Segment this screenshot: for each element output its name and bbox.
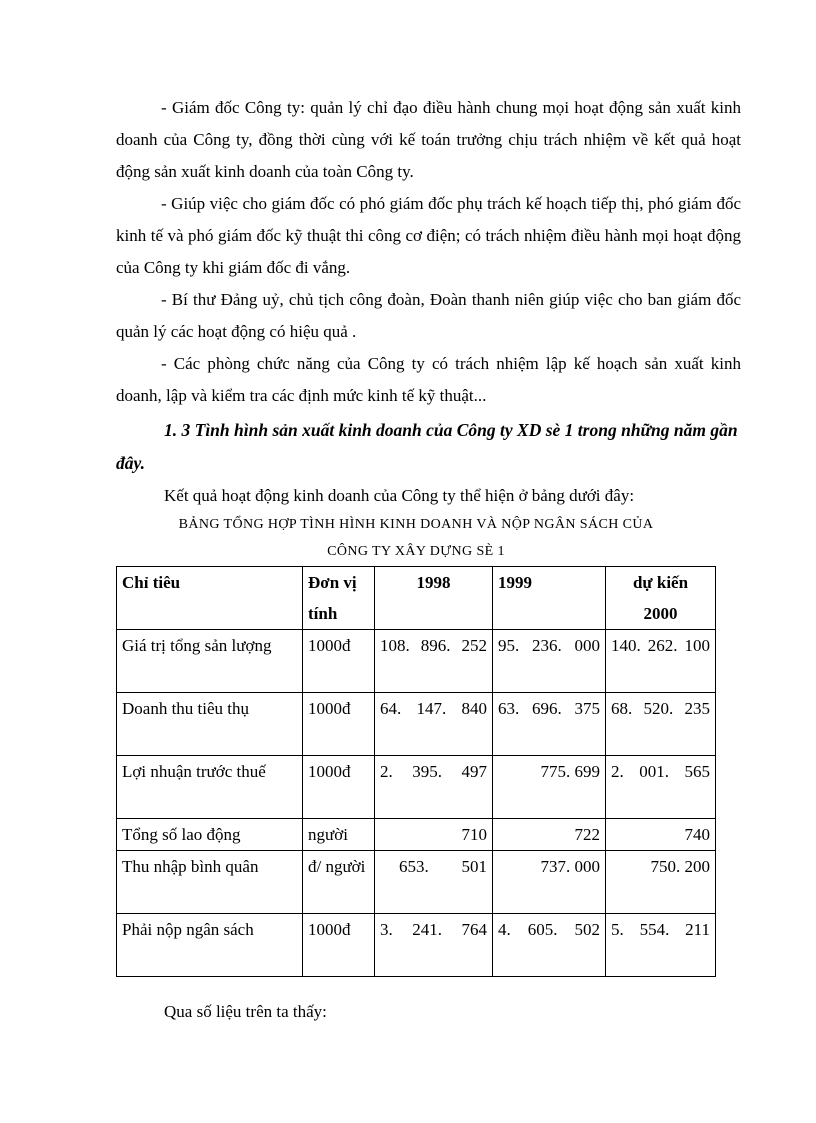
closing-sentence: Qua số liệu trên ta thấy: xyxy=(164,1002,327,1021)
header-unit-line1: Đơn vị xyxy=(308,573,357,592)
paragraph-party-union: - Bí thư Đảng uỷ, chủ tịch công đoàn, Đoàn thanh niên giúp việc cho ban giám đốc quản lý các hoạt động có hiệu quả . xyxy=(116,290,741,341)
paragraph-functional-departments: - Các phòng chức năng của Công ty có trách nhiệm lập kế hoạch sản xuất kinh doanh, lập và kiểm tra các định mức kinh tế kỹ thuật... xyxy=(116,354,741,405)
header-indicator: Chỉ tiêu xyxy=(117,567,303,630)
row-value-1999: 4. 605. 502 xyxy=(493,914,606,977)
row-value-1999: 775. 699 xyxy=(493,756,606,819)
paragraph-deputy-directors: - Giúp việc cho giám đốc có phó giám đốc phụ trách kế hoạch tiếp thị, phó giám đốc kinh tế và phó giám đốc kỹ thuật thi công cơ điện; có trách nhiệm điều hành mọi hoạt động của Công ty khi giám đốc đi vắng. xyxy=(116,194,741,277)
row-unit: người xyxy=(303,819,375,851)
row-value-2000: 68. 520. 235 xyxy=(606,693,716,756)
row-value-1998: 2. 395. 497 xyxy=(375,756,493,819)
row-value-1999: 737. 000 xyxy=(493,851,606,914)
table-row xyxy=(117,693,716,756)
row-value-1998: 3. 241. 764 xyxy=(375,914,493,977)
table-row xyxy=(117,851,716,914)
row-value-1998: 108. 896. 252 xyxy=(375,630,493,693)
row-value-2000: 140. 262. 100 xyxy=(606,630,716,693)
table-header-row xyxy=(117,567,716,630)
row-value-2000: 750. 200 xyxy=(606,851,716,914)
row-value-1999: 722 xyxy=(493,819,606,851)
table-title-line-1: BẢNG TỔNG HỢP TÌNH HÌNH KINH DOANH VÀ NỘP NGÂN SÁCH CỦA xyxy=(178,517,654,532)
row-value-1999: 95. 236. 000 xyxy=(493,630,606,693)
business-results-table xyxy=(116,566,716,977)
table-row xyxy=(117,630,716,693)
header-2000-line2: 2000 xyxy=(643,604,678,623)
table-row xyxy=(117,819,716,851)
row-unit: 1000đ xyxy=(303,914,375,977)
header-2000-line1: dự kiến xyxy=(632,573,689,592)
row-indicator: Phải nộp ngân sách xyxy=(117,914,303,977)
row-value-1998: 710 xyxy=(375,819,493,851)
table-row xyxy=(117,914,716,977)
row-unit: đ/ người xyxy=(303,851,375,914)
header-unit xyxy=(303,567,375,630)
section-heading: 1. 3 Tình hình sản xuất kinh doanh của Công ty XD sè 1 trong những năm gần đây. xyxy=(116,420,738,473)
row-unit: 1000đ xyxy=(303,756,375,819)
row-value-1998: 653. 501 xyxy=(375,851,493,914)
row-value-2000: 5. 554. 211 xyxy=(606,914,716,977)
row-indicator: Giá trị tổng sản lượng xyxy=(117,630,303,693)
row-indicator: Doanh thu tiêu thụ xyxy=(117,693,303,756)
row-value-2000: 740 xyxy=(606,819,716,851)
header-1998: 1998 xyxy=(375,567,493,630)
row-value-2000: 2. 001. 565 xyxy=(606,756,716,819)
paragraph-director: - Giám đốc Công ty: quản lý chỉ đạo điều hành chung mọi hoạt động sản xuất kinh doanh của Công ty, đồng thời cùng với kế toán trưởng chịu trách nhiệm về kết quả hoạt động sản xuất kinh doanh của toàn Công ty. xyxy=(116,98,741,181)
header-2000 xyxy=(606,567,716,630)
row-unit: 1000đ xyxy=(303,693,375,756)
table-intro: Kết quả hoạt động kinh doanh của Công ty thể hiện ở bảng dưới đây: xyxy=(164,486,635,505)
table-title-line-2: CÔNG TY XÂY DỰNG SÈ 1 xyxy=(327,544,505,559)
header-1999: 1999 xyxy=(493,567,606,630)
row-indicator: Thu nhập bình quân xyxy=(117,851,303,914)
row-unit: 1000đ xyxy=(303,630,375,693)
row-value-1999: 63. 696. 375 xyxy=(493,693,606,756)
row-indicator: Lợi nhuận trước thuế xyxy=(117,756,303,819)
row-value-1998: 64. 147. 840 xyxy=(375,693,493,756)
table-row xyxy=(117,756,716,819)
row-indicator: Tổng số lao động xyxy=(117,819,303,851)
header-unit-line2: tính xyxy=(308,604,338,623)
